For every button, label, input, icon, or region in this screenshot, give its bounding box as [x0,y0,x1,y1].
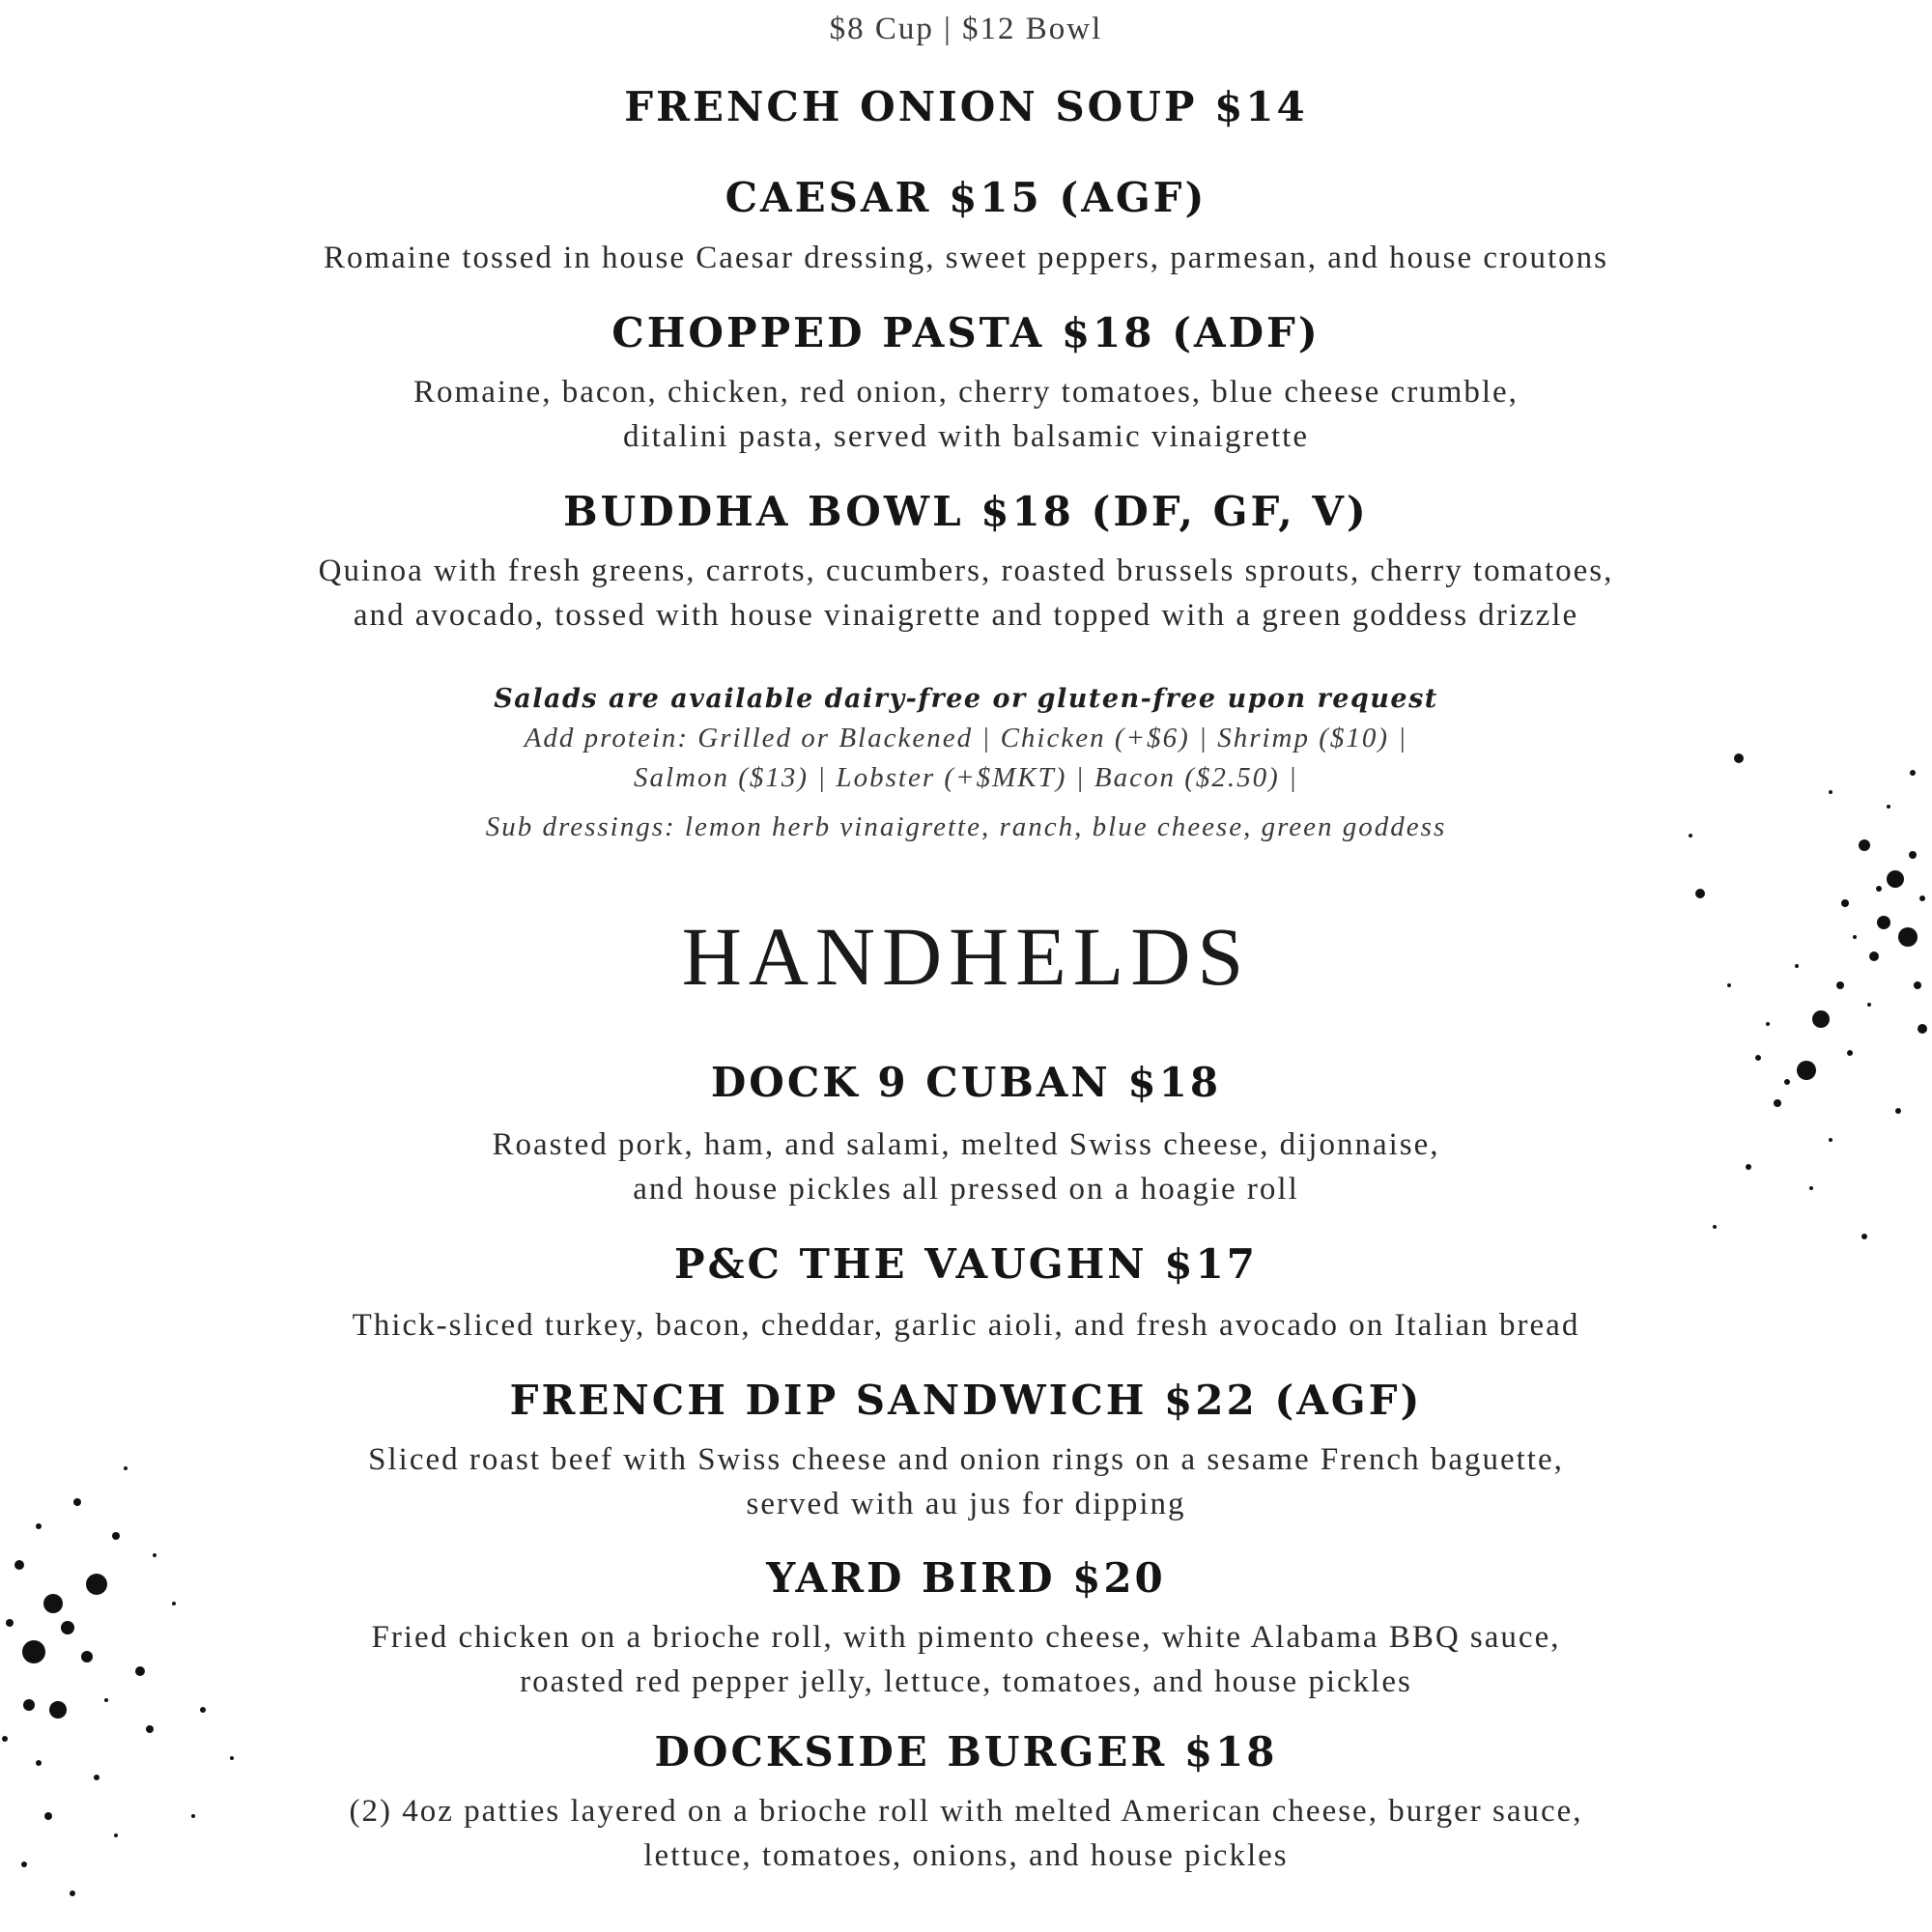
sub-dressings: Sub dressings: lemon herb vinaigrette, ranch, blue cheese, green goddess [485,811,1447,842]
item-title-chopped-pasta: CHOPPED PASTA $18 (ADF) [611,309,1321,356]
desc-line: and house pickles all pressed on a hoagie roll [633,1172,1299,1207]
item-title-buddha-bowl: BUDDHA BOWL $18 (DF, GF, V) [563,488,1369,535]
item-desc-chopped-pasta [0,370,1932,459]
desc-line: (2) 4oz patties layered on a brioche roll with melted American cheese, burger sauce, [349,1794,1583,1829]
desc-line: Sliced roast beef with Swiss cheese and onion rings on a sesame French baguette, [368,1442,1564,1477]
item-title-dockside-burger: DOCKSIDE BURGER $18 [654,1728,1278,1776]
desc-line: Romaine tossed in house Caesar dressing, sweet peppers, parmesan, and house croutons [323,241,1609,275]
item-desc-buddha-bowl [0,549,1932,638]
desc-line: Romaine, bacon, chicken, red onion, cherry tomatoes, blue cheese crumble, [413,375,1519,410]
desc-line: Fried chicken on a brioche roll, with pimento cheese, white Alabama BBQ sauce, [371,1620,1561,1655]
desc-line: lettuce, tomatoes, onions, and house pickles [643,1838,1289,1873]
section-title-handhelds: HANDHELDS [681,910,1251,1003]
ink-splatter-right-decoration [1642,696,1932,1275]
desc-line: Quinoa with fresh greens, carrots, cucumbers, roasted brussels sprouts, cherry tomatoes, [318,554,1614,588]
item-title-french-dip: FRENCH DIP SANDWICH $22 (AGF) [509,1377,1423,1424]
desc-line: Roasted pork, ham, and salami, melted Swiss cheese, dijonnaise, [492,1127,1440,1162]
item-title-the-vaughn: P&C THE VAUGHN $17 [674,1240,1258,1288]
item-title-caesar: CAESAR $15 (AGF) [724,174,1208,221]
item-desc-yard-bird [0,1615,1932,1704]
item-title-french-onion-soup: FRENCH ONION SOUP $14 [624,83,1308,130]
desc-line: and avocado, tossed with house vinaigrette and topped with a green goddess drizzle [353,598,1579,633]
desc-line: ditalini pasta, served with balsamic vinaigrette [623,419,1309,454]
item-title-yard-bird: YARD BIRD $20 [766,1554,1166,1602]
desc-line: Thick-sliced turkey, bacon, cheddar, garlic aioli, and fresh avocado on Italian bread [352,1308,1580,1343]
salads-note: Salads are available dairy-free or gluten-free upon request [494,684,1438,714]
soup-price: $8 Cup | $12 Bowl [829,12,1103,46]
item-desc-the-vaughn [0,1303,1932,1348]
item-desc-caesar [0,236,1932,280]
item-title-dock-9-cuban: DOCK 9 CUBAN $18 [710,1059,1222,1106]
protein-line-2: Salmon ($13) | Lobster (+$MKT) | Bacon ($2.50) | [633,762,1299,793]
item-desc-dockside-burger [0,1789,1932,1878]
ink-splatter-left-decoration [0,1410,251,1932]
protein-line-1: Add protein: Grilled or Blackened | Chicken (+$6) | Shrimp ($10) | [524,723,1408,753]
desc-line: roasted red pepper jelly, lettuce, tomatoes, and house pickles [520,1664,1412,1699]
desc-line: served with au jus for dipping [746,1487,1186,1521]
item-desc-french-dip [0,1437,1932,1526]
